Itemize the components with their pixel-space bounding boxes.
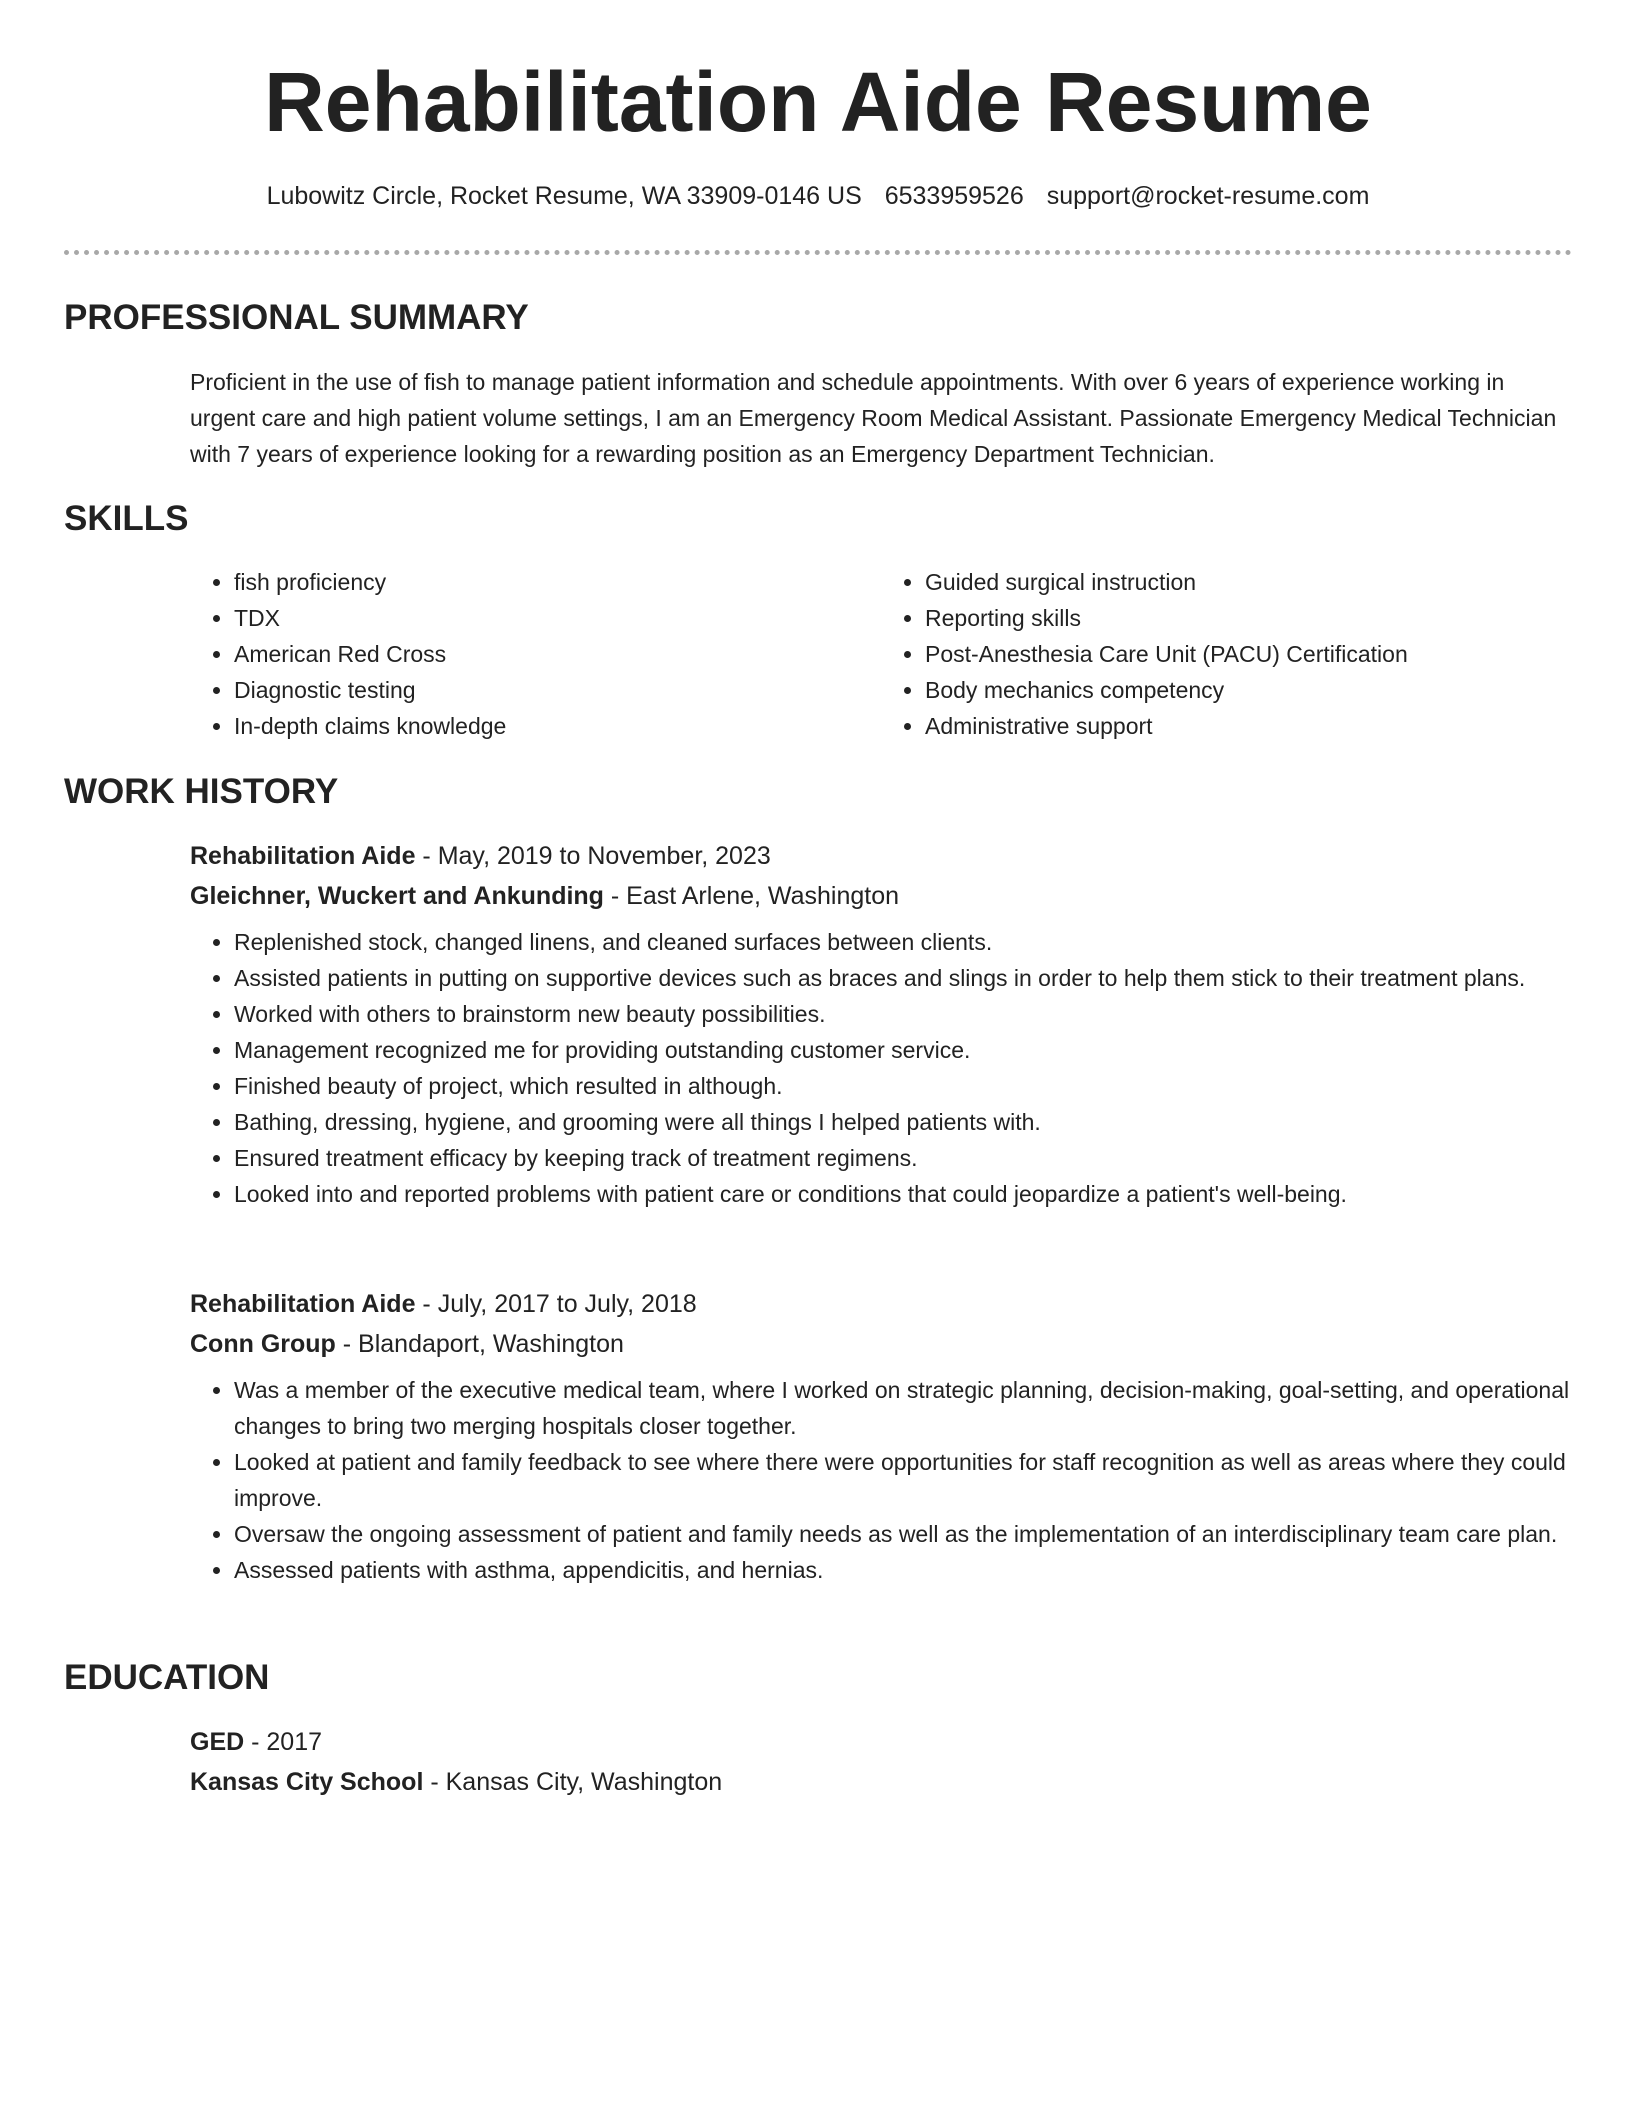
skills-list-right bbox=[881, 564, 1572, 744]
education-heading: EDUCATION bbox=[64, 1658, 270, 1697]
job-company: Conn Group bbox=[190, 1330, 336, 1358]
job-bullet: • Ensured treatment efficacy by keeping track of treatment regimens. bbox=[234, 1140, 1572, 1176]
education-entry bbox=[190, 1722, 1572, 1802]
header-divider bbox=[64, 250, 1572, 255]
job-entry bbox=[190, 836, 1572, 1212]
address-text: Lubowitz Circle, Rocket Resume, WA 33909-0146 US bbox=[266, 182, 862, 210]
job-role: Rehabilitation Aide bbox=[190, 842, 416, 870]
skill-item: • Reporting skills bbox=[925, 600, 1572, 636]
skill-item: • Diagnostic testing bbox=[234, 672, 881, 708]
job-company-line bbox=[190, 1324, 1572, 1364]
job-bullet-list bbox=[190, 1372, 1572, 1588]
job-title-line bbox=[190, 836, 1572, 876]
skills-list-left bbox=[190, 564, 881, 744]
job-bullet: • Management recognized me for providing outstanding customer service. bbox=[234, 1032, 1572, 1068]
job-title-line bbox=[190, 1284, 1572, 1324]
skill-item: • Guided surgical instruction bbox=[925, 564, 1572, 600]
skill-item: • TDX bbox=[234, 600, 881, 636]
work-heading: WORK HISTORY bbox=[64, 772, 339, 811]
job-bullet: • Assessed patients with asthma, appendicitis, and hernias. bbox=[234, 1552, 1572, 1588]
job-bullet: • Assisted patients in putting on supportive devices such as braces and slings in order to help them stick to their treatment plans. bbox=[234, 960, 1572, 996]
education-location: - Kansas City, Washington bbox=[423, 1768, 723, 1796]
job-dates: - July, 2017 to July, 2018 bbox=[415, 1290, 697, 1318]
job-bullet: • Bathing, dressing, hygiene, and grooming were all things I helped patients with. bbox=[234, 1104, 1572, 1140]
phone-text: 6533959526 bbox=[884, 182, 1024, 210]
skill-item: • Administrative support bbox=[925, 708, 1572, 744]
job-company: Gleichner, Wuckert and Ankunding bbox=[190, 882, 604, 910]
education-school-line bbox=[190, 1762, 1572, 1802]
skill-item: • American Red Cross bbox=[234, 636, 881, 672]
resume-title: Rehabilitation Aide Resume bbox=[264, 55, 1372, 149]
education-degree: GED bbox=[190, 1728, 245, 1756]
education-year: - 2017 bbox=[244, 1728, 323, 1756]
job-bullet: • Looked at patient and family feedback to see where there were opportunities for staff recognition as well as areas where they could improve. bbox=[234, 1444, 1572, 1516]
education-school: Kansas City School bbox=[190, 1768, 424, 1796]
job-dates: - May, 2019 to November, 2023 bbox=[415, 842, 771, 870]
summary-section bbox=[190, 364, 1572, 472]
job-bullet: • Looked into and reported problems with patient care or conditions that could jeopardize a patient's well-being. bbox=[234, 1176, 1572, 1212]
job-location: - East Arlene, Washington bbox=[603, 882, 900, 910]
contact-line bbox=[64, 178, 1572, 214]
summary-heading: PROFESSIONAL SUMMARY bbox=[64, 298, 529, 337]
summary-text: Proficient in the use of fish to manage patient information and schedule appointments. With over 6 years of experience working in urgent care and high patient volume settings, I am an Emergency Room Medical Assistant. Passionate Emergency Medical Technician with 7 years of experience looking for a rewarding position as an Emergency Department Technician. bbox=[190, 369, 1557, 467]
job-role: Rehabilitation Aide bbox=[190, 1290, 416, 1318]
job-bullet-list bbox=[190, 924, 1572, 1212]
skills-section bbox=[190, 564, 1572, 744]
job-bullet: • Replenished stock, changed linens, and cleaned surfaces between clients. bbox=[234, 924, 1572, 960]
education-degree-line bbox=[190, 1722, 1572, 1762]
job-bullet: • Was a member of the executive medical team, where I worked on strategic planning, decision-making, goal-setting, and operational changes to bring two merging hospitals closer together. bbox=[234, 1372, 1572, 1444]
email-text: support@rocket-resume.com bbox=[1046, 182, 1370, 210]
job-bullet: • Oversaw the ongoing assessment of patient and family needs as well as the implementation of an interdisciplinary team care plan. bbox=[234, 1516, 1572, 1552]
skill-item: • fish proficiency bbox=[234, 564, 881, 600]
job-entry bbox=[190, 1284, 1572, 1588]
skill-item: • Body mechanics competency bbox=[925, 672, 1572, 708]
job-bullet: • Finished beauty of project, which resulted in although. bbox=[234, 1068, 1572, 1104]
skill-item: • In-depth claims knowledge bbox=[234, 708, 881, 744]
skills-heading: SKILLS bbox=[64, 499, 189, 538]
job-bullet: • Worked with others to brainstorm new beauty possibilities. bbox=[234, 996, 1572, 1032]
job-company-line bbox=[190, 876, 1572, 916]
job-location: - Blandaport, Washington bbox=[335, 1330, 624, 1358]
skill-item: • Post-Anesthesia Care Unit (PACU) Certification bbox=[925, 636, 1572, 672]
